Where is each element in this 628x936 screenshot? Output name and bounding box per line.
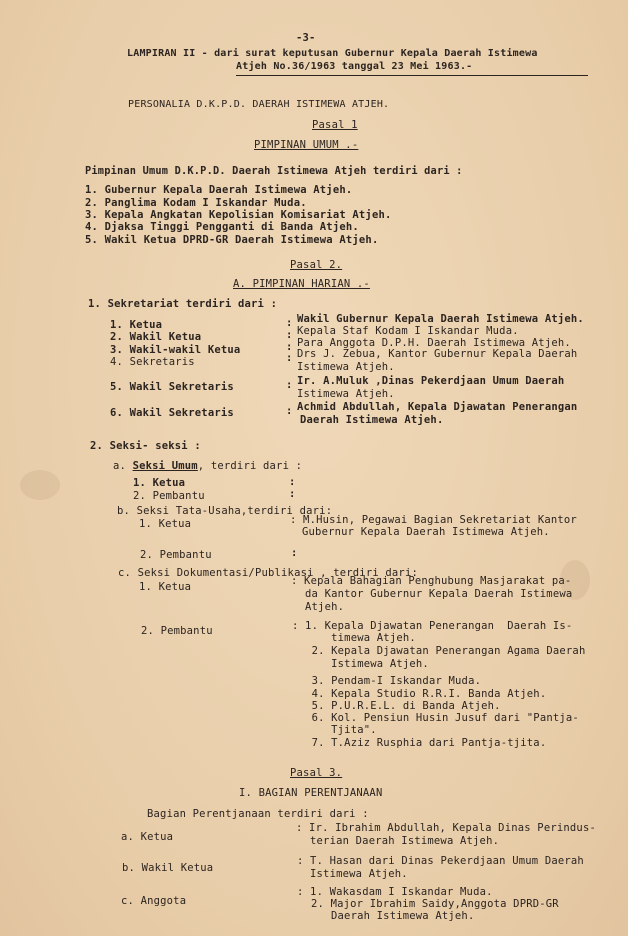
sekretariat-role-3: 3. Wakil-wakil Ketua xyxy=(110,344,241,356)
seksi-dok-pembantu-item: 7. T.Aziz Rusphia dari Pantja-tjita. xyxy=(292,737,547,749)
seksi-dok-pembantu: 2. Pembantu xyxy=(141,625,213,637)
sekretariat-name-1: Wakil Gubernur Kepala Daerah Istimewa Atjeh. xyxy=(297,313,584,325)
seksi-dok-ketua-name-cont: da Kantor Gubernur Kepala Daerah Istimewa xyxy=(305,588,573,600)
sekretariat-role-1: 1. Ketua xyxy=(110,319,163,331)
pasal-3-subheading: I. BAGIAN PERENTJANAAN xyxy=(239,787,383,799)
seksi-heading: 2. Seksi- seksi : xyxy=(90,440,201,452)
paper-stain xyxy=(20,470,60,500)
seksi-dok-pembantu-item: 6. Kol. Pensiun Husin Jusuf dari "Pantja- xyxy=(292,712,579,724)
perentjanaan-name-3-cont2: Daerah Istimewa Atjeh. xyxy=(331,910,475,922)
sekretariat-name-6-cont: Daerah Istimewa Atjeh. xyxy=(300,414,444,426)
perentjanaan-name-2-cont: Istimewa Atjeh. xyxy=(310,868,408,880)
sekretariat-colon-6: : xyxy=(286,405,293,417)
sekretariat-colon-1: : xyxy=(286,317,293,329)
sekretariat-colon-3: : xyxy=(286,341,293,353)
header-line-2: Atjeh No.36/1963 tanggal 23 Mei 1963.- xyxy=(236,61,473,72)
seksi-tata-ketua: 1. Ketua xyxy=(139,518,192,530)
pasal-2-subheading: A. PIMPINAN HARIAN .- xyxy=(233,278,370,290)
seksi-umum-role-1: 1. Ketua xyxy=(133,477,186,489)
page-number: -3- xyxy=(296,32,316,44)
seksi-umum-colon-1: : xyxy=(289,476,296,488)
document-title: PERSONALIA D.K.P.D. DAERAH ISTIMEWA ATJEH. xyxy=(128,99,390,110)
seksi-tata-ketua-name: : M.Husin, Pegawai Bagian Sekretariat Kantor xyxy=(290,514,577,526)
seksi-dok-pembantu-item: 3. Pendam-I Iskandar Muda. xyxy=(292,675,482,687)
pasal-1-item-1: 1. Gubernur Kepala Daerah Istimewa Atjeh. xyxy=(85,184,353,196)
seksi-umum-colon-2: : xyxy=(289,488,296,500)
sekretariat-role-2: 2. Wakil Ketua xyxy=(110,331,202,343)
sekretariat-heading: 1. Sekretariat terdiri dari : xyxy=(88,298,278,310)
perentjanaan-role-2: b. Wakil Ketua xyxy=(122,862,214,874)
seksi-dok-ketua: 1. Ketua xyxy=(139,581,192,593)
pasal-3-intro: Bagian Perentjanaan terdiri dari : xyxy=(147,808,369,820)
seksi-dok-pembantu-item: timewa Atjeh. xyxy=(292,632,416,644)
sekretariat-colon-5: : xyxy=(286,379,293,391)
perentjanaan-name-2: : T. Hasan dari Dinas Pekerdjaan Umum Daerah xyxy=(297,855,584,867)
perentjanaan-role-1: a. Ketua xyxy=(121,831,174,843)
sekretariat-colon-4: : xyxy=(286,352,293,364)
perentjanaan-role-3: c. Anggota xyxy=(121,895,187,907)
pasal-1-item-2: 2. Panglima Kodam I Iskandar Muda. xyxy=(85,197,307,209)
seksi-umum-label: a. Seksi Umum, terdiri dari : xyxy=(113,460,303,472)
seksi-dok-pembantu-item: 2. Kepala Djawatan Penerangan Agama Daerah xyxy=(292,645,586,657)
seksi-dok-pembantu-item: 5. P.U.R.E.L. di Banda Atjeh. xyxy=(292,700,501,712)
sekretariat-name-5-cont: Istimewa Atjeh. xyxy=(297,388,395,400)
sekretariat-name-6: Achmid Abdullah, Kepala Djawatan Penerangan xyxy=(297,401,578,413)
seksi-dok-label: c. Seksi Dokumentasi/Publikasi , terdiri dari: xyxy=(118,567,418,579)
header-underline xyxy=(236,75,588,76)
seksi-dok-pembantu-item: Tjita". xyxy=(292,724,377,736)
sekretariat-name-3: Para Anggota D.P.H. Daerah Istimewa Atjeh. xyxy=(297,337,571,349)
seksi-tata-pembantu: 2. Pembantu xyxy=(140,549,212,561)
perentjanaan-name-1: : Ir. Ibrahim Abdullah, Kepala Dinas Perindus- xyxy=(296,822,596,834)
sekretariat-name-4-cont: Istimewa Atjeh. xyxy=(297,361,395,373)
sekretariat-role-5: 5. Wakil Sekretaris xyxy=(110,381,234,393)
pasal-1-intro: Pimpinan Umum D.K.P.D. Daerah Istimewa Atjeh terdiri dari : xyxy=(85,165,463,177)
pasal-1-item-5: 5. Wakil Ketua DPRD-GR Daerah Istimewa Atjeh. xyxy=(85,234,379,246)
pasal-3-heading: Pasal 3. xyxy=(290,767,343,779)
pasal-1-subheading: PIMPINAN UMUM .- xyxy=(254,139,359,151)
sekretariat-role-4: 4. Sekretaris xyxy=(110,356,195,368)
pasal-1-item-4: 4. Djaksa Tinggi Pengganti di Banda Atjeh. xyxy=(85,221,359,233)
pasal-1-heading: Pasal 1 xyxy=(312,119,358,131)
seksi-tata-ketua-name-cont: Gubernur Kepala Daerah Istimewa Atjeh. xyxy=(302,526,550,538)
sekretariat-name-5: Ir. A.Muluk ,Dinas Pekerdjaan Umum Daerah xyxy=(297,375,565,387)
seksi-dok-pembantu-item: : 1. Kepala Djawatan Penerangan Daerah Is- xyxy=(292,620,573,632)
seksi-dok-ketua-name-cont2: Atjeh. xyxy=(305,601,345,613)
seksi-tata-pembantu-colon: : xyxy=(291,547,298,559)
seksi-dok-pembantu-item: Istimewa Atjeh. xyxy=(292,658,429,670)
pasal-2-heading: Pasal 2. xyxy=(290,259,343,271)
seksi-dok-pembantu-item: 4. Kepala Studio R.R.I. Banda Atjeh. xyxy=(292,688,547,700)
seksi-dok-ketua-name: : Kepala Bahagian Penghubung Masjarakat pa- xyxy=(291,575,572,587)
sekretariat-role-6: 6. Wakil Sekretaris xyxy=(110,407,234,419)
header-line-1: LAMPIRAN II - dari surat keputusan Gubernur Kepala Daerah Istimewa xyxy=(127,48,538,59)
perentjanaan-name-3: : 1. Wakasdam I Iskandar Muda. xyxy=(297,886,493,898)
sekretariat-name-2: Kepala Staf Kodam I Iskandar Muda. xyxy=(297,325,519,337)
seksi-tata-label: b. Seksi Tata-Usaha,terdiri dari: xyxy=(117,505,333,517)
seksi-umum-role-2: 2. Pembantu xyxy=(133,490,205,502)
sekretariat-colon-2: : xyxy=(286,329,293,341)
sekretariat-name-4: Drs J. Zebua, Kantor Gubernur Kepala Daerah xyxy=(297,348,578,360)
perentjanaan-name-1-cont: terian Daerah Istimewa Atjeh. xyxy=(310,835,500,847)
pasal-1-item-3: 3. Kepala Angkatan Kepolisian Komisariat Atjeh. xyxy=(85,209,392,221)
perentjanaan-name-3-cont: 2. Major Ibrahim Saidy,Anggota DPRD-GR xyxy=(311,898,559,910)
